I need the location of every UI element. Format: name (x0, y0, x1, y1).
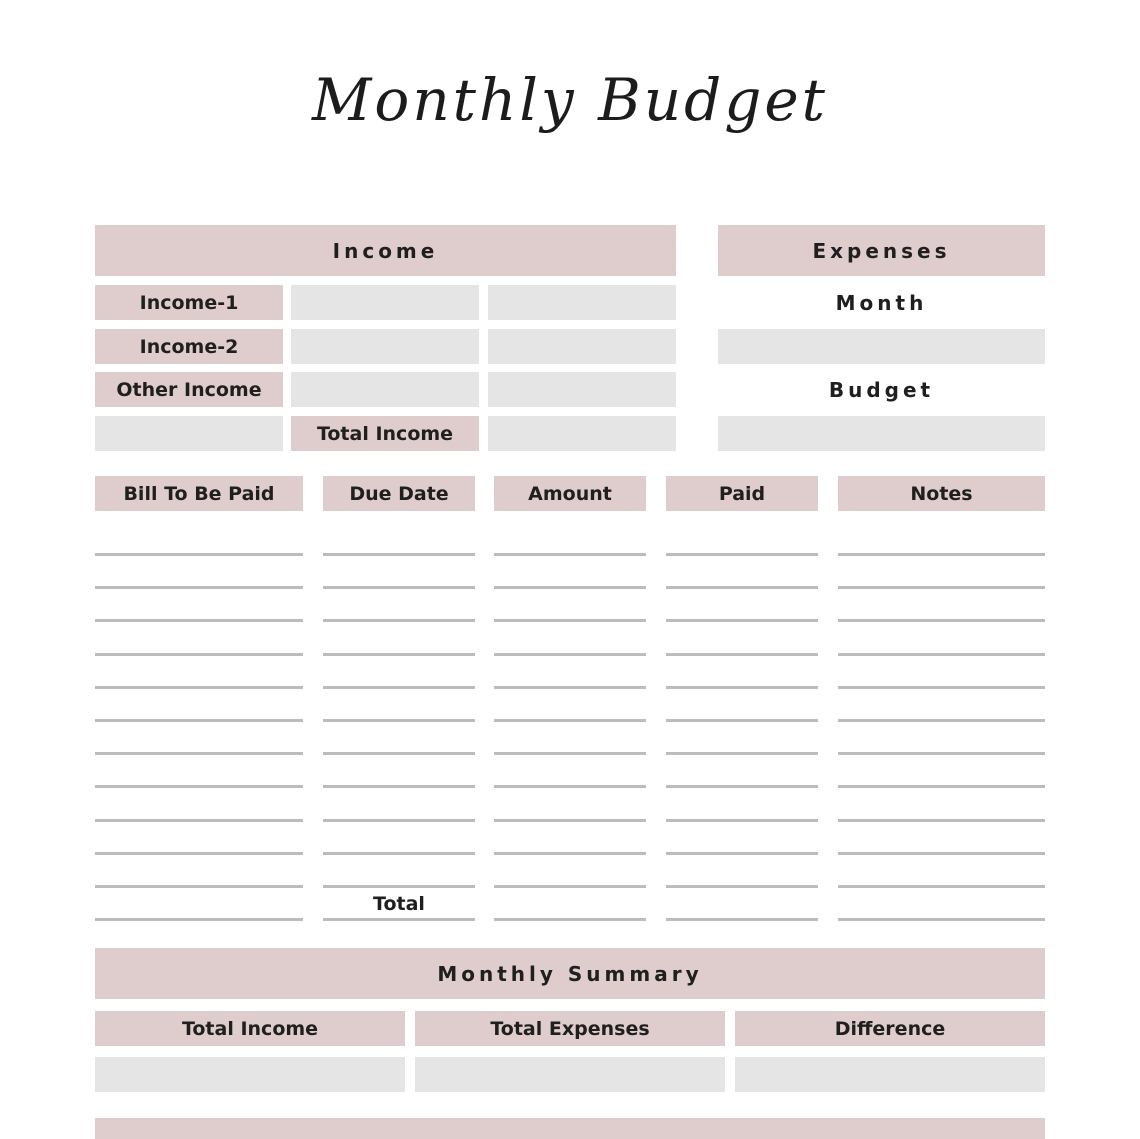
bill-line[interactable] (95, 719, 303, 722)
income-header: Income (95, 225, 676, 276)
bill-column-header: Bill To Be Paid (95, 476, 303, 511)
budget-label: Budget (828, 377, 935, 402)
income-total-blank[interactable] (95, 416, 283, 451)
total-income-field[interactable] (488, 416, 676, 451)
amount-column-header: Amount (494, 476, 646, 511)
bill-line[interactable] (666, 719, 818, 722)
summary-total-income-field[interactable] (95, 1057, 405, 1092)
total-income-label: Total Income (291, 416, 479, 451)
notes-section-header (95, 1118, 1045, 1139)
bill-line[interactable] (838, 885, 1045, 888)
bill-line[interactable] (494, 553, 646, 556)
bill-line[interactable] (323, 553, 475, 556)
income-row-1-field-b[interactable] (488, 285, 676, 320)
bill-line[interactable] (838, 785, 1045, 788)
bills-total-label: Total (373, 893, 425, 915)
summary-total-expenses-field[interactable] (415, 1057, 725, 1092)
summary-total-income-label: Total Income (95, 1011, 405, 1046)
bill-line[interactable] (838, 719, 1045, 722)
bill-line[interactable] (494, 686, 646, 689)
bill-line[interactable] (323, 719, 475, 722)
bill-line[interactable] (494, 653, 646, 656)
bill-line[interactable] (95, 819, 303, 822)
month-field[interactable] (718, 329, 1045, 364)
bill-line[interactable] (323, 785, 475, 788)
bill-line[interactable] (323, 852, 475, 855)
income-row-1-field-a[interactable] (291, 285, 479, 320)
bill-line[interactable] (838, 653, 1045, 656)
bill-line[interactable] (95, 553, 303, 556)
bill-line[interactable] (666, 819, 818, 822)
income-row-3-field-b[interactable] (488, 372, 676, 407)
bill-line[interactable] (494, 819, 646, 822)
bill-line[interactable] (494, 586, 646, 589)
bill-line[interactable] (666, 619, 818, 622)
bill-line[interactable] (494, 619, 646, 622)
income-row-2-field-a[interactable] (291, 329, 479, 364)
budget-field[interactable] (718, 416, 1045, 451)
due-date-column-header: Due Date (323, 476, 475, 511)
bill-line[interactable] (666, 586, 818, 589)
bill-line[interactable] (666, 553, 818, 556)
income-row-label-3: Other Income (95, 372, 283, 407)
summary-header: Monthly Summary (95, 948, 1045, 999)
bill-line[interactable] (494, 785, 646, 788)
bill-line[interactable] (323, 819, 475, 822)
bill-line[interactable] (838, 553, 1045, 556)
income-row-label-1: Income-1 (95, 285, 283, 320)
bill-line[interactable] (494, 918, 646, 921)
bill-line[interactable] (95, 785, 303, 788)
bill-line[interactable] (838, 586, 1045, 589)
bill-line[interactable] (95, 752, 303, 755)
bill-line[interactable] (838, 918, 1045, 921)
bill-line[interactable] (95, 852, 303, 855)
bill-line[interactable] (666, 785, 818, 788)
bill-line[interactable] (838, 852, 1045, 855)
bill-line[interactable] (666, 885, 818, 888)
bill-line[interactable] (95, 686, 303, 689)
summary-difference-label: Difference (735, 1011, 1045, 1046)
bill-line[interactable] (323, 653, 475, 656)
summary-total-expenses-label: Total Expenses (415, 1011, 725, 1046)
bill-line[interactable] (323, 885, 475, 888)
bill-line[interactable] (494, 752, 646, 755)
bill-line[interactable] (666, 852, 818, 855)
bill-line[interactable] (666, 918, 818, 921)
bill-line[interactable] (494, 719, 646, 722)
income-row-label-2: Income-2 (95, 329, 283, 364)
bill-line[interactable] (838, 752, 1045, 755)
income-row-2-field-b[interactable] (488, 329, 676, 364)
bill-line[interactable] (666, 653, 818, 656)
bill-line[interactable] (666, 752, 818, 755)
income-row-3-field-a[interactable] (291, 372, 479, 407)
expenses-header: Expenses (718, 225, 1045, 276)
bill-line[interactable] (494, 885, 646, 888)
bill-line[interactable] (666, 686, 818, 689)
bill-line[interactable] (838, 619, 1045, 622)
bill-line[interactable] (323, 619, 475, 622)
bill-line[interactable] (95, 586, 303, 589)
bill-line[interactable] (95, 619, 303, 622)
paid-column-header: Paid (666, 476, 818, 511)
month-label: Month (835, 290, 928, 315)
bill-line[interactable] (95, 918, 303, 921)
bill-line[interactable] (323, 918, 475, 921)
bill-line[interactable] (323, 686, 475, 689)
bill-line[interactable] (95, 653, 303, 656)
bill-line[interactable] (838, 819, 1045, 822)
bill-line[interactable] (838, 686, 1045, 689)
notes-column-header: Notes (838, 476, 1045, 511)
page-title: Monthly Budget (312, 66, 828, 134)
bill-line[interactable] (494, 852, 646, 855)
bill-line[interactable] (95, 885, 303, 888)
bill-line[interactable] (323, 752, 475, 755)
summary-difference-field[interactable] (735, 1057, 1045, 1092)
bill-line[interactable] (323, 586, 475, 589)
